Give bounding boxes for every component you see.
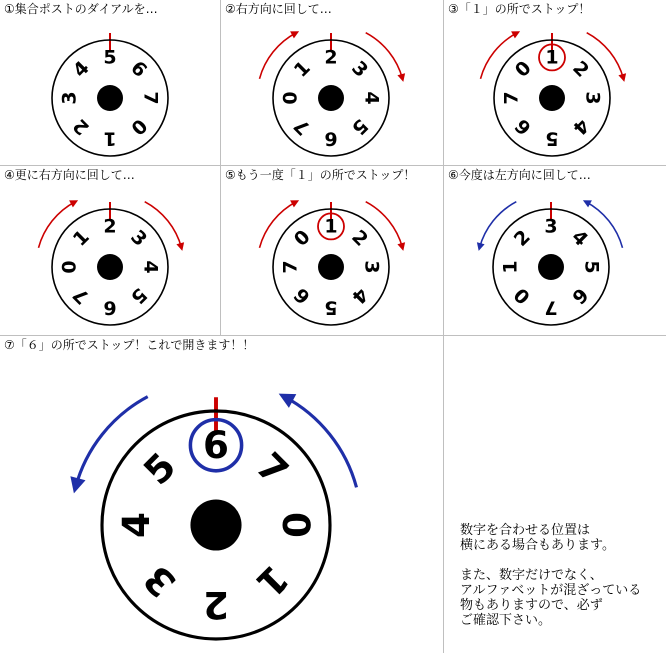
dial-digit-6: 6 xyxy=(510,114,536,140)
dial-diagram xyxy=(0,336,443,653)
step-caption: ①集合ポストのダイアルを… xyxy=(4,2,158,16)
dial-center-knob xyxy=(318,254,344,280)
dial-digit-1: 1 xyxy=(247,556,298,607)
dial-digit-3: 3 xyxy=(58,91,81,105)
dial-digit-4: 4 xyxy=(568,114,594,140)
dial-digit-4: 4 xyxy=(347,283,373,309)
dial-digit-7: 7 xyxy=(500,91,523,105)
dial-digit-7: 7 xyxy=(139,91,162,105)
dial-digit-2: 2 xyxy=(568,56,594,82)
note-text xyxy=(460,523,641,628)
dial-digit-6: 6 xyxy=(103,296,117,319)
arrowhead xyxy=(70,476,85,493)
dial-digit-1: 1 xyxy=(103,127,117,150)
dial-digit-3: 3 xyxy=(134,556,185,607)
dial-diagram xyxy=(221,0,443,165)
step-panel-7 xyxy=(0,336,443,653)
dial-digit-0: 0 xyxy=(126,114,152,140)
step-panel-2 xyxy=(221,0,443,165)
dial-center-knob xyxy=(97,254,123,280)
step-panel-3 xyxy=(444,0,666,165)
dial-digit-4: 4 xyxy=(139,260,162,274)
dial-digit-3: 3 xyxy=(544,215,558,238)
step-panel-5 xyxy=(221,166,443,335)
dial-digit-1: 1 xyxy=(499,260,522,274)
step-caption: ⑦「６」の所でストップ！これで開きます！！ xyxy=(4,338,255,352)
note-line: 数字を合わせる位置は xyxy=(460,523,591,538)
dial-digit-5: 5 xyxy=(580,260,603,274)
dial-digit-6: 6 xyxy=(126,56,152,82)
dial-center-knob xyxy=(318,85,344,111)
dial-diagram xyxy=(444,0,666,165)
dial-digit-2: 2 xyxy=(203,582,229,627)
dial-digit-7: 7 xyxy=(247,443,298,494)
dial-digit-0: 0 xyxy=(273,512,318,538)
dial-digit-5: 5 xyxy=(126,283,152,309)
dial-digit-5: 5 xyxy=(134,443,185,494)
arrowhead xyxy=(397,73,405,82)
dial-center-knob xyxy=(539,85,565,111)
dial-digit-1: 1 xyxy=(545,46,559,69)
dial-digit-2: 2 xyxy=(509,225,535,251)
arrowhead xyxy=(477,242,485,251)
dial-digit-4: 4 xyxy=(567,225,593,251)
note-line: 横にある場合もあります。 xyxy=(460,538,615,553)
dial-digit-0: 0 xyxy=(58,260,81,274)
dial-digit-1: 1 xyxy=(324,215,338,238)
dial-center-knob xyxy=(97,85,123,111)
step-panel-4 xyxy=(0,166,220,335)
dial-digit-7: 7 xyxy=(289,114,315,140)
dial-digit-7: 7 xyxy=(279,260,302,274)
dial-digit-5: 5 xyxy=(347,114,373,140)
arrowhead xyxy=(176,242,184,251)
step-caption: ④更に右方向に回して… xyxy=(4,168,135,182)
dial-digit-3: 3 xyxy=(360,260,383,274)
step-caption: ②右方向に回して… xyxy=(225,2,332,16)
dial-digit-1: 1 xyxy=(289,56,315,82)
dial-diagram xyxy=(0,166,220,335)
dial-digit-2: 2 xyxy=(324,46,338,69)
dial-digit-5: 5 xyxy=(324,296,338,319)
step-panel-1 xyxy=(0,0,220,165)
dial-digit-2: 2 xyxy=(68,114,94,140)
dial-digit-5: 5 xyxy=(545,127,559,150)
dial-digit-7: 7 xyxy=(544,296,558,319)
dial-digit-2: 2 xyxy=(103,215,117,238)
arrowhead xyxy=(618,73,626,82)
dial-digit-0: 0 xyxy=(289,225,315,251)
dial-digit-6: 6 xyxy=(289,283,315,309)
step-caption: ⑤もう一度「１」の所でストップ！ xyxy=(225,168,416,182)
dial-digit-7: 7 xyxy=(68,283,94,309)
dial-digit-4: 4 xyxy=(360,91,383,105)
dial-digit-5: 5 xyxy=(103,46,117,69)
arrowhead xyxy=(397,242,405,251)
dial-digit-6: 6 xyxy=(567,283,593,309)
dial-digit-3: 3 xyxy=(126,225,152,251)
step-caption: ③「１」の所でストップ！ xyxy=(448,2,591,16)
dial-digit-0: 0 xyxy=(279,91,302,105)
dial-center-knob xyxy=(190,499,241,550)
dial-digit-3: 3 xyxy=(581,91,604,105)
step-panel-6 xyxy=(444,166,666,335)
note-line xyxy=(460,553,641,568)
dial-digit-1: 1 xyxy=(68,225,94,251)
dial-digit-4: 4 xyxy=(114,512,159,538)
note-line: アルファベットが混ざっている xyxy=(460,583,642,598)
dial-digit-0: 0 xyxy=(510,56,536,82)
dial-digit-6: 6 xyxy=(324,127,338,150)
dial-diagram xyxy=(444,166,666,335)
step-caption: ⑥今度は左方向に回して… xyxy=(448,168,591,182)
dial-digit-4: 4 xyxy=(68,56,94,82)
dial-digit-6: 6 xyxy=(203,423,229,468)
note-line: また、数字だけでなく、 xyxy=(460,568,603,583)
dial-digit-0: 0 xyxy=(509,283,535,309)
dial-digit-2: 2 xyxy=(347,225,373,251)
dial-diagram xyxy=(221,166,443,335)
dial-center-knob xyxy=(538,254,564,280)
dial-digit-3: 3 xyxy=(347,56,373,82)
dial-diagram xyxy=(0,0,220,165)
note-line: 物もありますので、必ず xyxy=(460,598,603,613)
note-line: ご確認下さい。 xyxy=(460,613,552,628)
